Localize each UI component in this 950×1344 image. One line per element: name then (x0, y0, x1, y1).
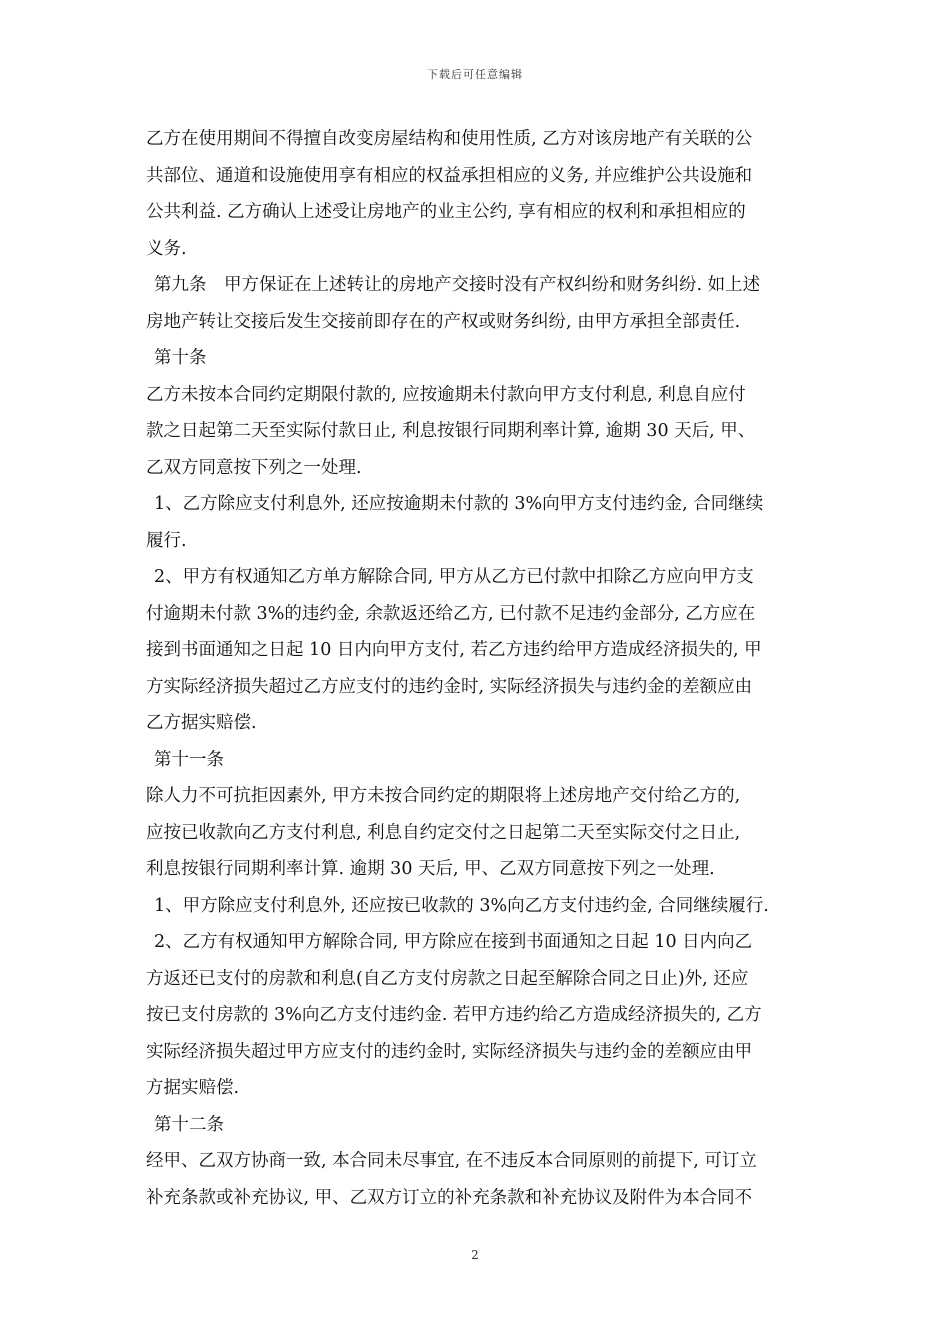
text-line: 房地产转让交接后发生交接前即存在的产权或财务纠纷, 由甲方承担全部责任. (146, 311, 741, 332)
article-10-heading: 第十条 (154, 348, 207, 368)
page-number: 2 (471, 1248, 479, 1262)
text-line: 乙方在使用期间不得擅自改变房屋结构和使用性质, 乙方对该房地产有关联的公 (146, 129, 753, 149)
text-line: 公共利益. 乙方确认上述受让房地产的业主公约, 享有相应的权利和承担相应的 (146, 202, 746, 222)
page-header: 下载后可任意编辑 (427, 68, 523, 81)
text-line: 乙方据实赔偿. (146, 713, 257, 733)
text-line: 应按已收款向乙方支付利息, 利息自约定交付之日起第二天至实际交付之日止, (146, 822, 741, 843)
text-line: 方实际经济损失超过乙方应支付的违约金时, 实际经济损失与违约金的差额应由 (146, 676, 753, 697)
text-line: 实际经济损失超过甲方应支付的违约金时, 实际经济损失与违约金的差额应由甲 (146, 1041, 753, 1062)
text-line: 接到书面通知之日起 10 日内向甲方支付, 若乙方违约给甲方造成经济损失的, 甲 (146, 640, 762, 660)
text-line: 履行. (146, 530, 187, 551)
text-line: 乙双方同意按下列之一处理. (146, 457, 362, 478)
text-line: 方据实赔偿. (146, 1078, 240, 1098)
document-body (146, 121, 810, 1216)
text-line: 付逾期未付款 3%的违约金, 余款返还给乙方, 已付款不足违约金部分, 乙方应在 (146, 603, 756, 624)
article-11-heading: 第十一条 (154, 749, 224, 770)
list-item-line: 1、乙方除应支付利息外, 还应按逾期未付款的 3%向甲方支付违约金, 合同继续 (154, 494, 764, 514)
text-line: 补充条款或补充协议, 甲、乙双方订立的补充条款和补充协议及附件为本合同不 (146, 1187, 753, 1208)
article-9-line: 第九条 甲方保证在上述转让的房地产交接时没有产权纠纷和财务纠纷. 如上述 (154, 275, 761, 295)
text-line: 乙方未按本合同约定期限付款的, 应按逾期未付款向甲方支付利息, 利息自应付 (146, 384, 746, 405)
article-12-heading: 第十二条 (154, 1114, 224, 1135)
list-item-line: 2、甲方有权通知乙方单方解除合同, 甲方从乙方已付款中扣除乙方应向甲方支 (154, 567, 754, 587)
text-line: 方返还已支付的房款和利息(自乙方支付房款之日起至解除合同之日止)外, 还应 (146, 968, 749, 989)
list-item-line: 1、甲方除应支付利息外, 还应按已收款的 3%向乙方支付违约金, 合同继续履行. (154, 895, 769, 916)
text-line: 共部位、通道和设施使用享有相应的权益承担相应的义务, 并应维护公共设施和 (146, 165, 753, 186)
text-line: 按已支付房款的 3%向乙方支付违约金. 若甲方违约给乙方造成经济损失的, 乙方 (146, 1005, 762, 1025)
text-line: 义务. (146, 238, 187, 259)
text-line: 利息按银行同期利率计算. 逾期 30 天后, 甲、乙双方同意按下列之一处理. (146, 859, 715, 879)
list-item-line: 2、乙方有权通知甲方解除合同, 甲方除应在接到书面通知之日起 10 日内向乙 (154, 932, 753, 952)
text-line: 除人力不可抗拒因素外, 甲方未按合同约定的期限将上述房地产交付给乙方的, (146, 786, 741, 806)
text-line: 经甲、乙双方协商一致, 本合同未尽事宜, 在不违反本合同原则的前提下, 可订立 (146, 1151, 757, 1171)
text-line: 款之日起第二天至实际付款日止, 利息按银行同期利率计算, 逾期 30 天后, 甲、 (146, 421, 756, 441)
